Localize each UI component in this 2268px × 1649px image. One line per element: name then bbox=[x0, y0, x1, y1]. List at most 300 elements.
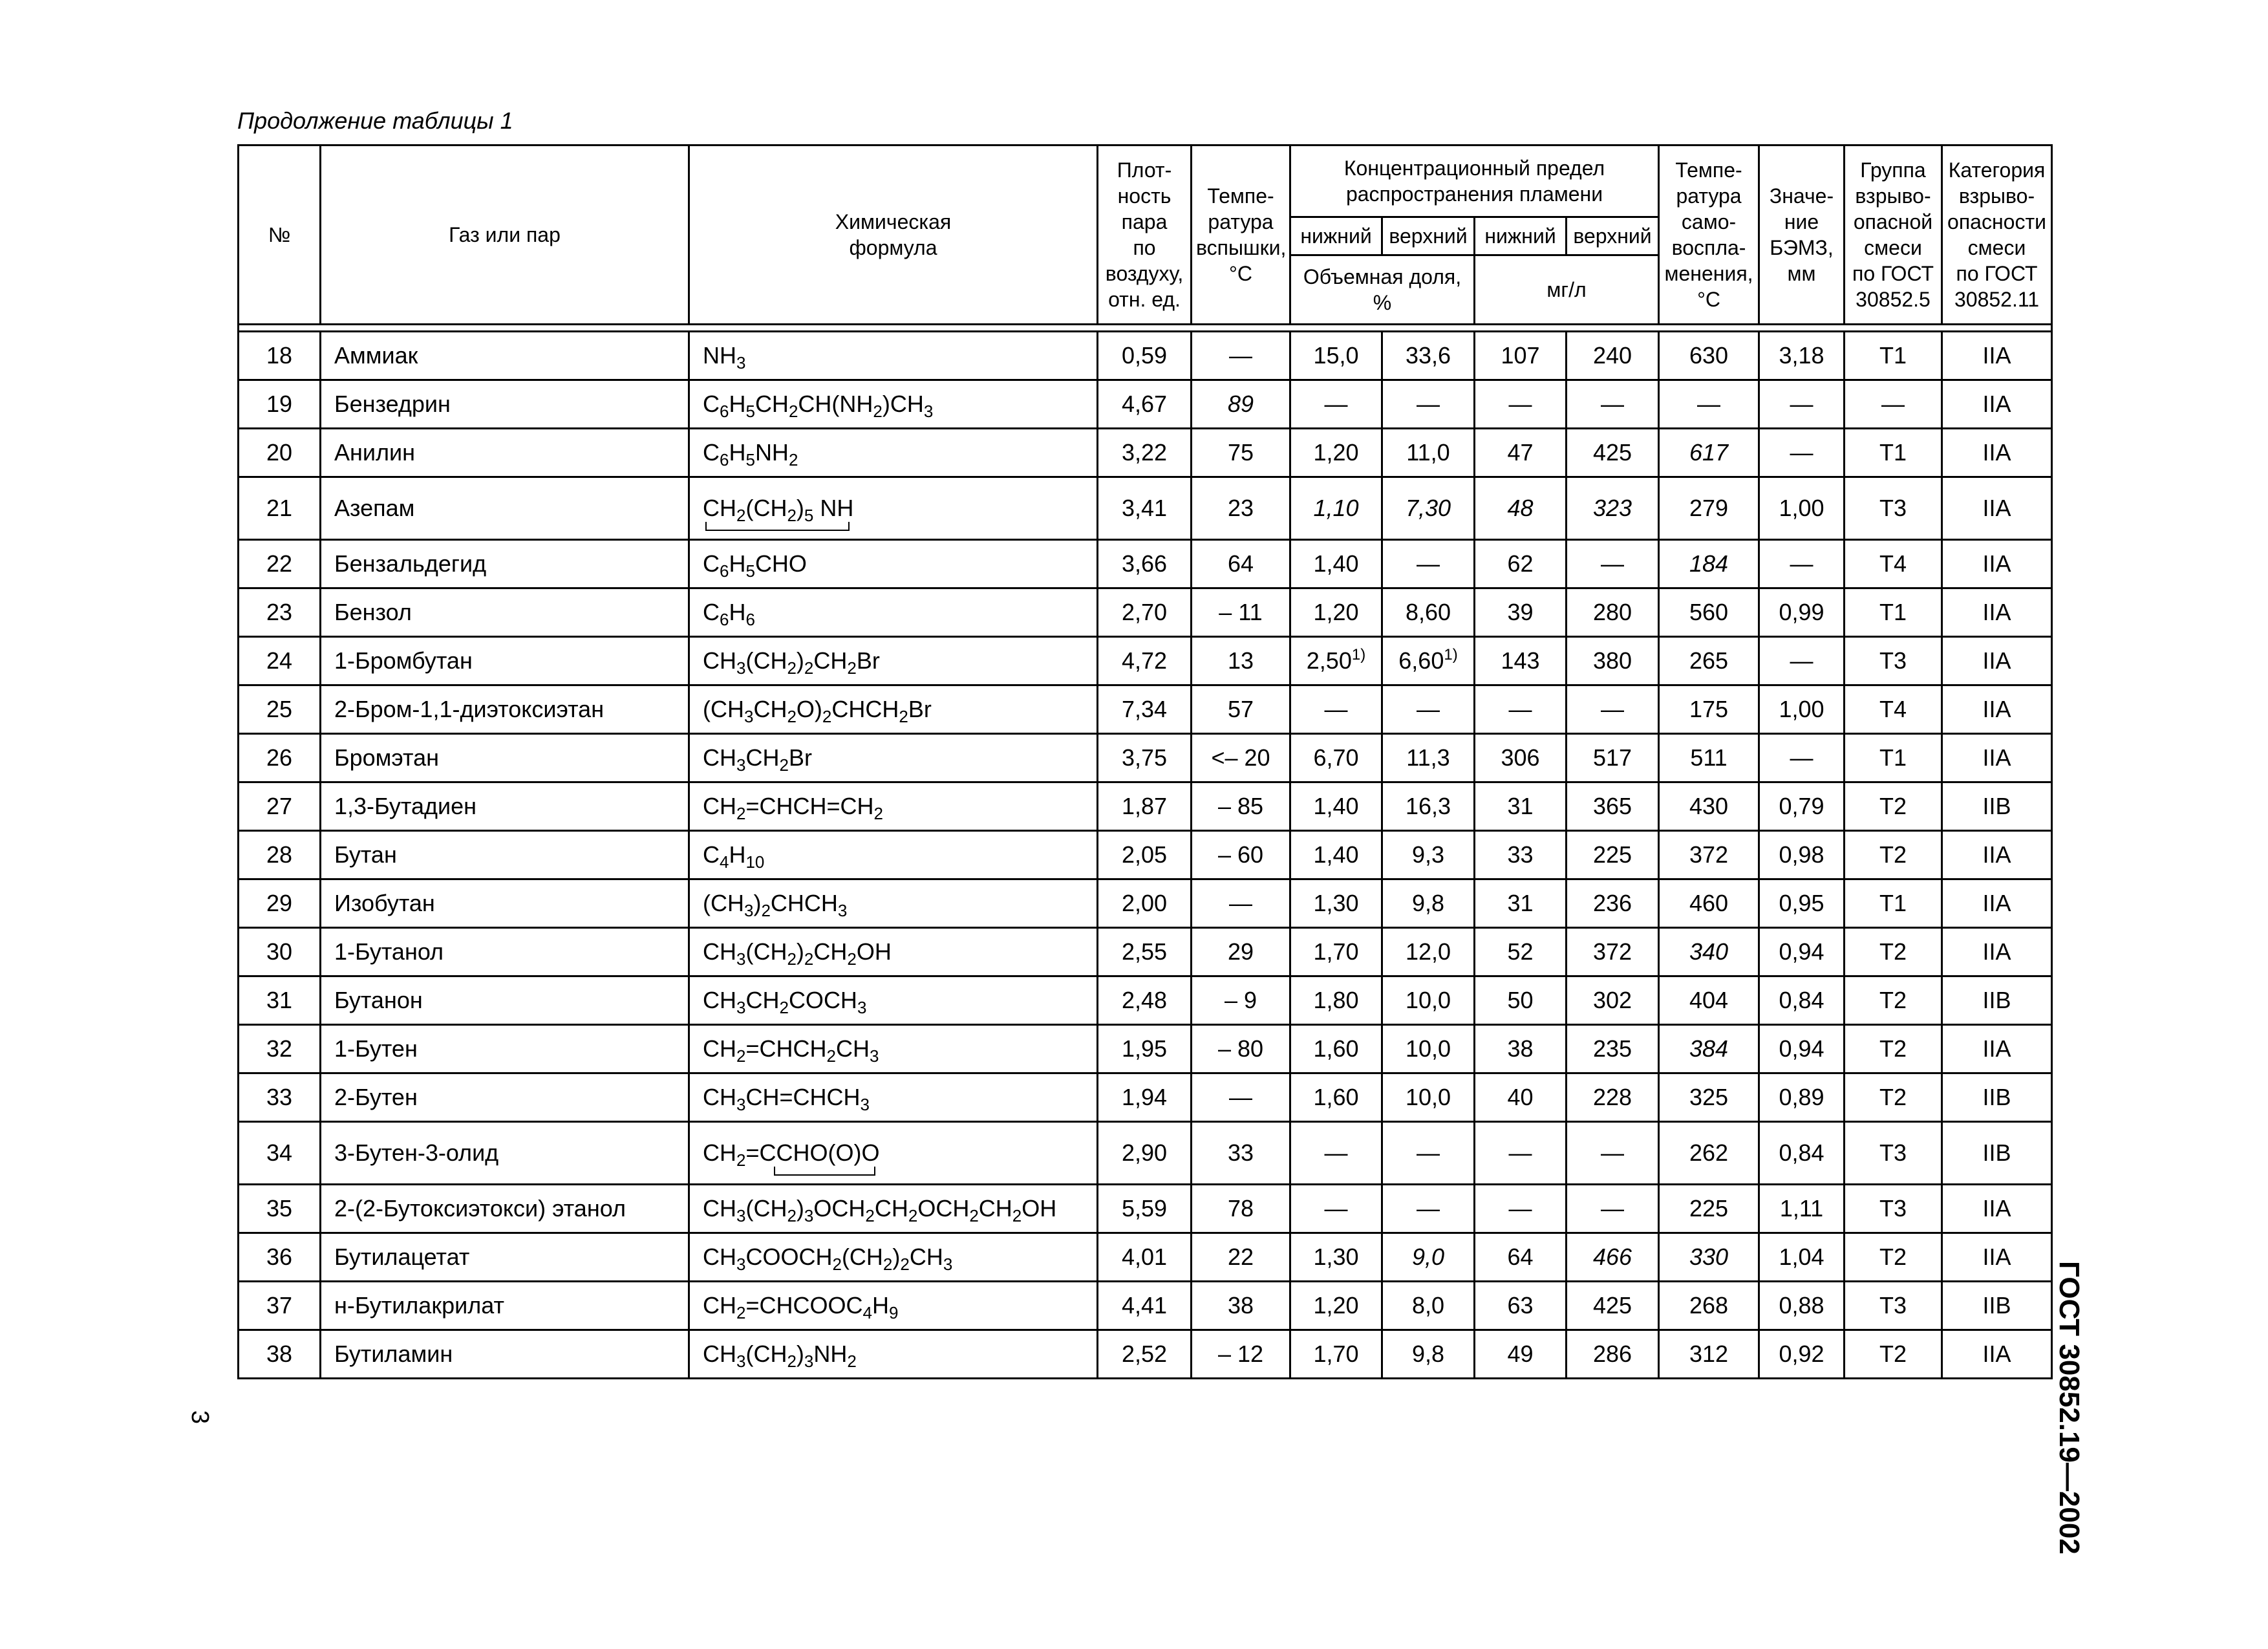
flash-point: 13 bbox=[1192, 637, 1290, 685]
row-number: 33 bbox=[239, 1073, 321, 1122]
lower-limit-mgl: 31 bbox=[1475, 782, 1567, 831]
upper-limit-vol: 6,60$^{1)}$ bbox=[1382, 637, 1475, 685]
header-density bbox=[1098, 146, 1192, 325]
flash-line4: °С bbox=[1229, 262, 1252, 285]
chemical-formula: $CH_3(CH_2)_2CH_2Br$ bbox=[689, 637, 1098, 685]
flash-point: 89 bbox=[1192, 380, 1290, 429]
lower-limit-mgl: — bbox=[1475, 1122, 1567, 1185]
upper-limit-mgl: 280 bbox=[1567, 588, 1659, 637]
chemical-formula: $CH_2=CHCH=CH_2$ bbox=[689, 782, 1098, 831]
bemz-value: 0,95 bbox=[1759, 879, 1845, 928]
bemz-value: — bbox=[1759, 429, 1845, 477]
table-row bbox=[239, 588, 2052, 637]
explosion-category: IIA bbox=[1942, 588, 2052, 637]
gas-name: 1,3-Бутадиен bbox=[321, 782, 689, 831]
gas-name: 1-Бутен bbox=[321, 1025, 689, 1073]
flash-line3: вспышки, bbox=[1196, 236, 1287, 259]
bemz-value: 3,18 bbox=[1759, 332, 1845, 380]
gas-name: 3-Бутен-3-олид bbox=[321, 1122, 689, 1185]
vapor-density: 3,41 bbox=[1098, 477, 1192, 540]
vapor-density: 0,59 bbox=[1098, 332, 1192, 380]
chemical-formula bbox=[689, 1122, 1098, 1185]
header-group bbox=[1845, 146, 1942, 325]
row-number: 23 bbox=[239, 588, 321, 637]
chemical-formula: $C_6H_5NH_2$ bbox=[689, 429, 1098, 477]
lower-limit-vol: 1,20 bbox=[1290, 588, 1382, 637]
gas-name: Анилин bbox=[321, 429, 689, 477]
row-number: 29 bbox=[239, 879, 321, 928]
lower-limit-mgl: 143 bbox=[1475, 637, 1567, 685]
bemz-value: 0,89 bbox=[1759, 1073, 1845, 1122]
row-number: 30 bbox=[239, 928, 321, 976]
temperature-group: T1 bbox=[1845, 332, 1942, 380]
chemical-formula: $CH_3(CH_2)_3NH_2$ bbox=[689, 1330, 1098, 1379]
row-number: 19 bbox=[239, 380, 321, 429]
upper-limit-mgl: 228 bbox=[1567, 1073, 1659, 1122]
explosion-category: IIA bbox=[1942, 1330, 2052, 1379]
table-row bbox=[239, 1233, 2052, 1282]
upper-limit-vol: 8,60 bbox=[1382, 588, 1475, 637]
vapor-density: 2,48 bbox=[1098, 976, 1192, 1025]
autoign-line1: Темпе- bbox=[1675, 158, 1742, 182]
upper-limit-vol: 10,0 bbox=[1382, 1073, 1475, 1122]
chemical-formula: $CH_3CH_2COCH_3$ bbox=[689, 976, 1098, 1025]
vapor-density: 1,87 bbox=[1098, 782, 1192, 831]
table-row bbox=[239, 831, 2052, 879]
lower-limit-vol: 1,30 bbox=[1290, 1233, 1382, 1282]
lower-limit-mgl: 52 bbox=[1475, 928, 1567, 976]
bemz-value: 0,98 bbox=[1759, 831, 1845, 879]
autoignition-temp: 279 bbox=[1659, 477, 1759, 540]
temperature-group: T2 bbox=[1845, 976, 1942, 1025]
gas-name: 1-Бромбутан bbox=[321, 637, 689, 685]
header-bemz bbox=[1759, 146, 1845, 325]
category-line4: смеси bbox=[1967, 236, 2026, 259]
vapor-density: 2,55 bbox=[1098, 928, 1192, 976]
row-number: 20 bbox=[239, 429, 321, 477]
vapor-density: 3,75 bbox=[1098, 734, 1192, 782]
lower-limit-vol: — bbox=[1290, 1122, 1382, 1185]
flash-line1: Темпе- bbox=[1207, 184, 1274, 208]
autoignition-temp: 460 bbox=[1659, 879, 1759, 928]
lower-limit-vol: 1,20 bbox=[1290, 429, 1382, 477]
row-number: 21 bbox=[239, 477, 321, 540]
table-row bbox=[239, 380, 2052, 429]
category-line5: по ГОСТ bbox=[1956, 262, 2038, 285]
gas-name: Бензальдегид bbox=[321, 540, 689, 588]
conc-line2: распространения пламени bbox=[1345, 182, 1603, 206]
vapor-density: 2,90 bbox=[1098, 1122, 1192, 1185]
header-lower-vol: нижний bbox=[1290, 217, 1382, 255]
lower-limit-vol: — bbox=[1290, 685, 1382, 734]
gas-name: Азепам bbox=[321, 477, 689, 540]
table-row bbox=[239, 1122, 2052, 1185]
explosion-category: IIA bbox=[1942, 685, 2052, 734]
explosion-category: IIB bbox=[1942, 1122, 2052, 1185]
autoignition-temp: 184 bbox=[1659, 540, 1759, 588]
lower-limit-mgl: 306 bbox=[1475, 734, 1567, 782]
autoign-line2: ратура bbox=[1676, 184, 1742, 208]
upper-limit-mgl: 235 bbox=[1567, 1025, 1659, 1073]
table-row bbox=[239, 685, 2052, 734]
temperature-group: T1 bbox=[1845, 588, 1942, 637]
vapor-density: 3,66 bbox=[1098, 540, 1192, 588]
chemical-formula: $NH_3$ bbox=[689, 332, 1098, 380]
temperature-group: T3 bbox=[1845, 1122, 1942, 1185]
category-line2: взрыво- bbox=[1958, 184, 2035, 208]
temperature-group: T1 bbox=[1845, 429, 1942, 477]
page-number: 3 bbox=[186, 1410, 214, 1425]
explosion-category: IIA bbox=[1942, 477, 2052, 540]
temperature-group: T2 bbox=[1845, 1330, 1942, 1379]
table-row bbox=[239, 734, 2052, 782]
table-row bbox=[239, 429, 2052, 477]
table-row bbox=[239, 1025, 2052, 1073]
autoignition-temp: 262 bbox=[1659, 1122, 1759, 1185]
temperature-group: T4 bbox=[1845, 540, 1942, 588]
upper-limit-mgl: 286 bbox=[1567, 1330, 1659, 1379]
row-number: 37 bbox=[239, 1282, 321, 1330]
header-upper-mgl: верхний bbox=[1567, 217, 1659, 255]
flash-point: – 85 bbox=[1192, 782, 1290, 831]
autoignition-temp: — bbox=[1659, 380, 1759, 429]
autoignition-temp: 265 bbox=[1659, 637, 1759, 685]
upper-limit-mgl: 425 bbox=[1567, 1282, 1659, 1330]
chemical-formula: $C_6H_6$ bbox=[689, 588, 1098, 637]
row-number: 32 bbox=[239, 1025, 321, 1073]
row-number: 31 bbox=[239, 976, 321, 1025]
autoignition-temp: 268 bbox=[1659, 1282, 1759, 1330]
ring-formula: $CH_2=CCHO(O)O$ bbox=[703, 1139, 879, 1166]
chemical-formula: $C_6H_5CHO$ bbox=[689, 540, 1098, 588]
autoignition-temp: 511 bbox=[1659, 734, 1759, 782]
explosion-category: IIA bbox=[1942, 1233, 2052, 1282]
chemical-formula: $CH_2=CHCH_2CH_3$ bbox=[689, 1025, 1098, 1073]
temperature-group: T2 bbox=[1845, 1233, 1942, 1282]
autoignition-temp: 312 bbox=[1659, 1330, 1759, 1379]
upper-limit-vol: 7,30 bbox=[1382, 477, 1475, 540]
upper-limit-vol: — bbox=[1382, 540, 1475, 588]
temperature-group: T3 bbox=[1845, 637, 1942, 685]
chemical-formula: $CH_2=CHCOOC_4H_9$ bbox=[689, 1282, 1098, 1330]
autoign-line5: менения, bbox=[1664, 262, 1753, 285]
header-vol-line2: % bbox=[1373, 291, 1392, 314]
flash-point: 57 bbox=[1192, 685, 1290, 734]
explosion-category: IIA bbox=[1942, 637, 2052, 685]
lower-limit-vol: 1,30 bbox=[1290, 879, 1382, 928]
upper-limit-mgl: 240 bbox=[1567, 332, 1659, 380]
lower-limit-vol: 1,60 bbox=[1290, 1025, 1382, 1073]
lower-limit-vol: 1,70 bbox=[1290, 928, 1382, 976]
category-line3: опасности bbox=[1947, 210, 2046, 233]
bemz-value: 0,92 bbox=[1759, 1330, 1845, 1379]
lower-limit-mgl: 40 bbox=[1475, 1073, 1567, 1122]
gas-name: 2-Бутен bbox=[321, 1073, 689, 1122]
explosion-category: IIA bbox=[1942, 540, 2052, 588]
bemz-value: 1,00 bbox=[1759, 477, 1845, 540]
row-number: 22 bbox=[239, 540, 321, 588]
row-number: 27 bbox=[239, 782, 321, 831]
temperature-group: T2 bbox=[1845, 782, 1942, 831]
group-line6: 30852.5 bbox=[1856, 288, 1931, 311]
bemz-value: — bbox=[1759, 734, 1845, 782]
explosion-category: IIA bbox=[1942, 429, 2052, 477]
flash-point: 38 bbox=[1192, 1282, 1290, 1330]
upper-limit-vol: — bbox=[1382, 380, 1475, 429]
row-number: 34 bbox=[239, 1122, 321, 1185]
autoign-line4: воспла- bbox=[1671, 236, 1746, 259]
explosion-category: IIA bbox=[1942, 332, 2052, 380]
group-line2: взрыво- bbox=[1855, 184, 1931, 208]
upper-limit-vol: 11,0 bbox=[1382, 429, 1475, 477]
density-line1: Плот- bbox=[1117, 158, 1172, 182]
flash-point: 78 bbox=[1192, 1185, 1290, 1233]
ring-bracket-icon bbox=[705, 522, 850, 531]
autoignition-temp: 404 bbox=[1659, 976, 1759, 1025]
flash-point: — bbox=[1192, 1073, 1290, 1122]
header-autoignition bbox=[1659, 146, 1759, 325]
lower-limit-mgl: 50 bbox=[1475, 976, 1567, 1025]
upper-limit-mgl: — bbox=[1567, 685, 1659, 734]
explosion-category: IIA bbox=[1942, 831, 2052, 879]
chemical-formula: $CH_3CH_2Br$ bbox=[689, 734, 1098, 782]
chemical-formula: $C_4H_{10}$ bbox=[689, 831, 1098, 879]
upper-limit-vol: — bbox=[1382, 1122, 1475, 1185]
upper-limit-vol: 33,6 bbox=[1382, 332, 1475, 380]
group-line5: по ГОСТ bbox=[1852, 262, 1934, 285]
upper-limit-vol: — bbox=[1382, 685, 1475, 734]
upper-limit-vol: 10,0 bbox=[1382, 976, 1475, 1025]
temperature-group: — bbox=[1845, 380, 1942, 429]
upper-limit-vol: 11,3 bbox=[1382, 734, 1475, 782]
flash-point: 22 bbox=[1192, 1233, 1290, 1282]
header-upper-vol: верхний bbox=[1382, 217, 1475, 255]
density-line4: по bbox=[1133, 236, 1156, 259]
upper-limit-mgl: — bbox=[1567, 540, 1659, 588]
temperature-group: T2 bbox=[1845, 1073, 1942, 1122]
gas-name: 2-Бром-1,1-диэтоксиэтан bbox=[321, 685, 689, 734]
besg-line2: ние bbox=[1784, 210, 1819, 233]
header-formula bbox=[689, 146, 1098, 325]
category-line1: Категория bbox=[1948, 158, 2046, 182]
table-row bbox=[239, 1073, 2052, 1122]
lower-limit-mgl: 49 bbox=[1475, 1330, 1567, 1379]
row-number: 36 bbox=[239, 1233, 321, 1282]
upper-limit-mgl: 466 bbox=[1567, 1233, 1659, 1282]
explosion-category: IIA bbox=[1942, 380, 2052, 429]
header-gas: Газ или пар bbox=[321, 146, 689, 325]
temperature-group: T3 bbox=[1845, 477, 1942, 540]
lower-limit-vol: 2,50$^{1)}$ bbox=[1290, 637, 1382, 685]
lower-limit-mgl: 48 bbox=[1475, 477, 1567, 540]
upper-limit-mgl: — bbox=[1567, 1122, 1659, 1185]
temperature-group: T2 bbox=[1845, 1025, 1942, 1073]
autoignition-temp: 372 bbox=[1659, 831, 1759, 879]
gas-name: Бензол bbox=[321, 588, 689, 637]
table-body bbox=[239, 325, 2052, 1379]
vapor-density: 1,94 bbox=[1098, 1073, 1192, 1122]
autoignition-temp: 630 bbox=[1659, 332, 1759, 380]
vapor-density: 5,59 bbox=[1098, 1185, 1192, 1233]
document-side-title: ГОСТ 30852.19—2002 bbox=[2053, 1261, 2085, 1555]
chemical-formula bbox=[689, 477, 1098, 540]
upper-limit-mgl: 380 bbox=[1567, 637, 1659, 685]
gas-name: Бутиламин bbox=[321, 1330, 689, 1379]
upper-limit-mgl: 425 bbox=[1567, 429, 1659, 477]
bemz-value: 0,88 bbox=[1759, 1282, 1845, 1330]
explosion-category: IIA bbox=[1942, 1185, 2052, 1233]
explosion-category: IIB bbox=[1942, 782, 2052, 831]
lower-limit-mgl: 63 bbox=[1475, 1282, 1567, 1330]
lower-limit-mgl: 38 bbox=[1475, 1025, 1567, 1073]
explosion-category: IIB bbox=[1942, 976, 2052, 1025]
lower-limit-mgl: — bbox=[1475, 685, 1567, 734]
row-number: 24 bbox=[239, 637, 321, 685]
header-volume-fraction bbox=[1290, 255, 1475, 325]
flash-point: — bbox=[1192, 879, 1290, 928]
autoignition-temp: 617 bbox=[1659, 429, 1759, 477]
header-category bbox=[1942, 146, 2052, 325]
upper-limit-mgl: 517 bbox=[1567, 734, 1659, 782]
upper-limit-mgl: 372 bbox=[1567, 928, 1659, 976]
autoignition-temp: 340 bbox=[1659, 928, 1759, 976]
temperature-group: T1 bbox=[1845, 734, 1942, 782]
upper-limit-mgl: 323 bbox=[1567, 477, 1659, 540]
flash-point: — bbox=[1192, 332, 1290, 380]
gas-name: Бутанон bbox=[321, 976, 689, 1025]
header-formula-line2: формула bbox=[849, 236, 937, 259]
vapor-density: 1,95 bbox=[1098, 1025, 1192, 1073]
chemical-formula: $CH_3(CH_2)_3OCH_2CH_2OCH_2CH_2OH$ bbox=[689, 1185, 1098, 1233]
lower-limit-vol: — bbox=[1290, 380, 1382, 429]
bemz-value: — bbox=[1759, 637, 1845, 685]
lower-limit-mgl: 64 bbox=[1475, 1233, 1567, 1282]
autoignition-temp: 384 bbox=[1659, 1025, 1759, 1073]
upper-limit-mgl: 365 bbox=[1567, 782, 1659, 831]
lower-limit-mgl: 107 bbox=[1475, 332, 1567, 380]
bemz-value: 0,99 bbox=[1759, 588, 1845, 637]
autoignition-temp: 175 bbox=[1659, 685, 1759, 734]
lower-limit-vol: 1,40 bbox=[1290, 540, 1382, 588]
vapor-density: 2,05 bbox=[1098, 831, 1192, 879]
upper-limit-mgl: 236 bbox=[1567, 879, 1659, 928]
bemz-value: 0,94 bbox=[1759, 1025, 1845, 1073]
density-line3: пара bbox=[1121, 210, 1168, 233]
upper-limit-vol: 9,8 bbox=[1382, 1330, 1475, 1379]
autoign-line3: само- bbox=[1681, 210, 1737, 233]
autoign-line6: °С bbox=[1697, 288, 1720, 311]
row-number: 28 bbox=[239, 831, 321, 879]
chemical-formula: $C_6H_5CH_2CH(NH_2)CH_3$ bbox=[689, 380, 1098, 429]
upper-limit-vol: 9,8 bbox=[1382, 879, 1475, 928]
table-row bbox=[239, 1330, 2052, 1379]
upper-limit-vol: 9,0 bbox=[1382, 1233, 1475, 1282]
upper-limit-vol: 10,0 bbox=[1382, 1025, 1475, 1073]
gas-name: Изобутан bbox=[321, 879, 689, 928]
category-line6: 30852.11 bbox=[1954, 288, 2040, 311]
header-lower-mgl: нижний bbox=[1475, 217, 1567, 255]
temperature-group: T3 bbox=[1845, 1282, 1942, 1330]
table-row bbox=[239, 540, 2052, 588]
upper-limit-mgl: 225 bbox=[1567, 831, 1659, 879]
explosion-category: IIA bbox=[1942, 879, 2052, 928]
table-row bbox=[239, 928, 2052, 976]
besg-line4: мм bbox=[1787, 262, 1816, 285]
ring-bracket-icon bbox=[774, 1167, 875, 1176]
bemz-value: 0,94 bbox=[1759, 928, 1845, 976]
header-concentration bbox=[1290, 146, 1659, 217]
lower-limit-mgl: 47 bbox=[1475, 429, 1567, 477]
besg-line3: БЭМЗ, bbox=[1770, 236, 1834, 259]
vapor-density: 4,41 bbox=[1098, 1282, 1192, 1330]
gas-properties-table bbox=[237, 144, 2053, 1379]
bemz-value: 1,00 bbox=[1759, 685, 1845, 734]
table-row bbox=[239, 1282, 2052, 1330]
upper-limit-mgl: — bbox=[1567, 1185, 1659, 1233]
lower-limit-mgl: 62 bbox=[1475, 540, 1567, 588]
table-row bbox=[239, 477, 2052, 540]
density-line5: воздуху, bbox=[1105, 262, 1184, 285]
chemical-formula: $CH_3(CH_2)_2CH_2OH$ bbox=[689, 928, 1098, 976]
row-number: 18 bbox=[239, 332, 321, 380]
flash-point: 64 bbox=[1192, 540, 1290, 588]
flash-point: 75 bbox=[1192, 429, 1290, 477]
explosion-category: IIB bbox=[1942, 1282, 2052, 1330]
lower-limit-vol: 15,0 bbox=[1290, 332, 1382, 380]
table-row bbox=[239, 332, 2052, 380]
lower-limit-vol: 1,80 bbox=[1290, 976, 1382, 1025]
table-row bbox=[239, 637, 2052, 685]
explosion-category: IIA bbox=[1942, 928, 2052, 976]
explosion-category: IIA bbox=[1942, 1025, 2052, 1073]
flash-point: 23 bbox=[1192, 477, 1290, 540]
row-number: 25 bbox=[239, 685, 321, 734]
temperature-group: T2 bbox=[1845, 928, 1942, 976]
ring-formula: $CH_2(CH_2)_5$ NH bbox=[703, 495, 853, 521]
temperature-group: T4 bbox=[1845, 685, 1942, 734]
header-mgl: мг/л bbox=[1475, 255, 1659, 325]
lower-limit-vol: 1,40 bbox=[1290, 782, 1382, 831]
vapor-density: 4,01 bbox=[1098, 1233, 1192, 1282]
flash-point: – 60 bbox=[1192, 831, 1290, 879]
flash-point: <– 20 bbox=[1192, 734, 1290, 782]
bemz-value: — bbox=[1759, 380, 1845, 429]
chemical-formula: $(CH_3)_2CHCH_3$ bbox=[689, 879, 1098, 928]
upper-limit-vol: 9,3 bbox=[1382, 831, 1475, 879]
explosion-category: IIB bbox=[1942, 1073, 2052, 1122]
conc-line1: Концентрационный предел bbox=[1343, 156, 1605, 180]
header-num: № bbox=[239, 146, 321, 325]
gas-name: н-Бутилакрилат bbox=[321, 1282, 689, 1330]
bemz-value: 1,11 bbox=[1759, 1185, 1845, 1233]
lower-limit-vol: 1,60 bbox=[1290, 1073, 1382, 1122]
bemz-value: — bbox=[1759, 540, 1845, 588]
lower-limit-vol: 1,20 bbox=[1290, 1282, 1382, 1330]
lower-limit-mgl: — bbox=[1475, 380, 1567, 429]
vapor-density: 3,22 bbox=[1098, 429, 1192, 477]
vapor-density: 2,52 bbox=[1098, 1330, 1192, 1379]
density-line2: ность bbox=[1117, 184, 1171, 208]
lower-limit-mgl: 39 bbox=[1475, 588, 1567, 637]
bemz-value: 1,04 bbox=[1759, 1233, 1845, 1282]
chemical-formula: $CH_3COOCH_2(CH_2)_2CH_3$ bbox=[689, 1233, 1098, 1282]
gas-name: Аммиак bbox=[321, 332, 689, 380]
upper-limit-vol: 8,0 bbox=[1382, 1282, 1475, 1330]
flash-point: 33 bbox=[1192, 1122, 1290, 1185]
upper-limit-mgl: — bbox=[1567, 380, 1659, 429]
header-body-separator bbox=[239, 325, 2052, 332]
autoignition-temp: 430 bbox=[1659, 782, 1759, 831]
